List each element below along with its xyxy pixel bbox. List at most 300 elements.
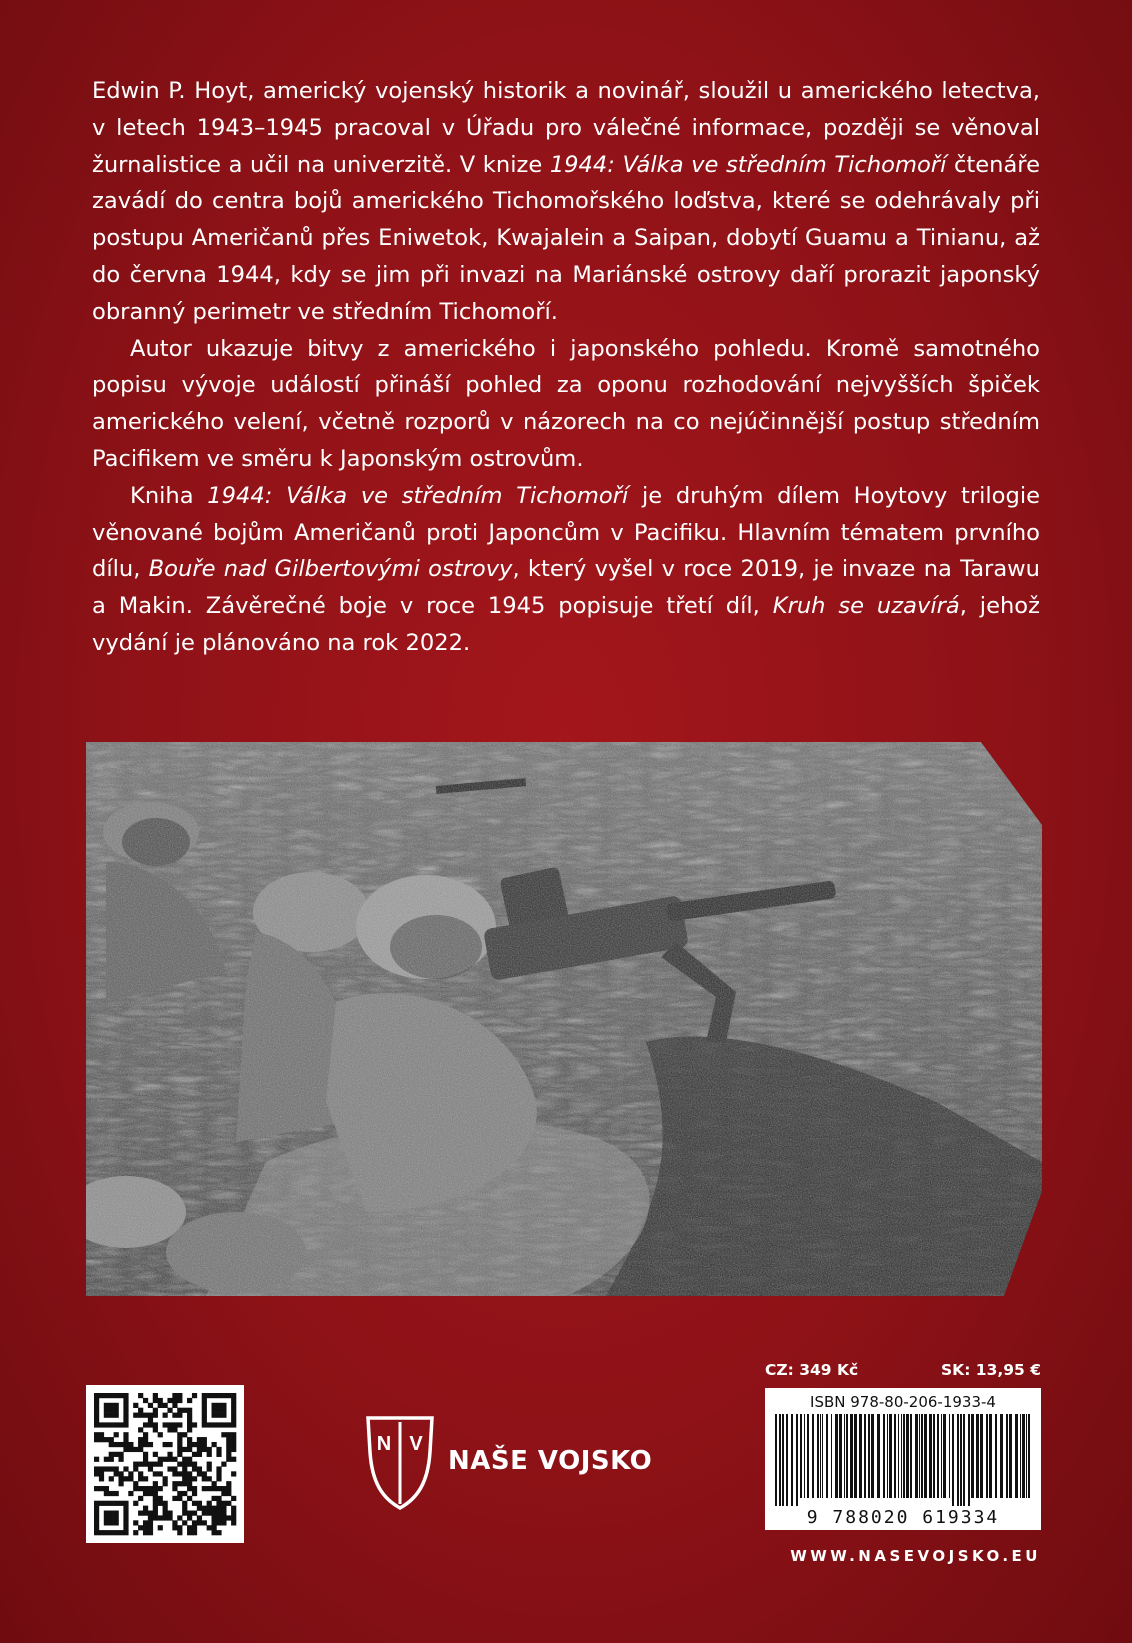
qr-module — [133, 1403, 138, 1408]
qr-module — [109, 1408, 114, 1413]
qr-module — [138, 1486, 143, 1491]
back-cover-blurb — [92, 73, 1040, 662]
qr-module — [182, 1408, 187, 1413]
qr-module — [226, 1437, 231, 1442]
qr-module — [99, 1466, 104, 1471]
qr-module — [104, 1520, 109, 1525]
qr-module — [133, 1481, 138, 1486]
qr-module — [216, 1515, 221, 1520]
qr-module — [192, 1452, 197, 1457]
qr-module — [172, 1427, 177, 1432]
qr-module — [158, 1515, 163, 1520]
qr-module — [153, 1471, 158, 1476]
barcode-bar — [820, 1414, 821, 1498]
qr-module — [212, 1486, 217, 1491]
barcode-bar — [1006, 1414, 1008, 1498]
qr-module — [153, 1452, 158, 1457]
qr-module — [187, 1427, 192, 1432]
qr-module — [109, 1501, 114, 1506]
qr-module — [182, 1520, 187, 1525]
qr-module — [143, 1413, 148, 1418]
qr-module — [138, 1442, 143, 1447]
qr-module — [182, 1462, 187, 1467]
qr-module — [221, 1462, 226, 1467]
qr-module — [202, 1476, 207, 1481]
qr-module — [202, 1417, 207, 1422]
qr-module — [212, 1481, 217, 1486]
barcode-bar — [943, 1414, 946, 1498]
qr-module — [148, 1520, 153, 1525]
qr-module — [138, 1511, 143, 1516]
blurb-paragraph-1 — [92, 73, 1040, 331]
qr-module — [202, 1471, 207, 1476]
qr-module — [187, 1515, 192, 1520]
qr-module — [212, 1506, 217, 1511]
qr-module — [231, 1515, 236, 1520]
qr-module — [177, 1491, 182, 1496]
publisher-emblem-icon — [360, 1412, 440, 1512]
qr-module — [114, 1393, 119, 1398]
qr-module — [158, 1398, 163, 1403]
qr-module — [202, 1511, 207, 1516]
qr-module — [133, 1447, 138, 1452]
barcode-bar — [775, 1414, 777, 1506]
qr-module — [172, 1471, 177, 1476]
qr-module — [226, 1486, 231, 1491]
barcode-bar — [952, 1414, 954, 1506]
qr-module — [167, 1466, 172, 1471]
barcode-bar — [826, 1414, 828, 1498]
qr-module — [202, 1393, 207, 1398]
qr-module — [216, 1452, 221, 1457]
qr-module — [118, 1501, 123, 1506]
qr-module — [187, 1437, 192, 1442]
qr-module — [99, 1437, 104, 1442]
qr-module — [177, 1496, 182, 1501]
qr-module — [123, 1417, 128, 1422]
qr-module — [94, 1437, 99, 1442]
barcode-bar — [924, 1414, 927, 1498]
qr-module — [163, 1506, 168, 1511]
qr-module — [216, 1393, 221, 1398]
qr-module — [94, 1422, 99, 1427]
qr-module — [182, 1432, 187, 1437]
qr-module — [99, 1471, 104, 1476]
qr-module — [118, 1530, 123, 1535]
barcode-bar — [910, 1414, 912, 1498]
qr-module — [133, 1501, 138, 1506]
qr-module — [143, 1462, 148, 1467]
qr-module — [133, 1462, 138, 1467]
qr-module — [187, 1476, 192, 1481]
qr-module — [187, 1413, 192, 1418]
qr-module — [163, 1511, 168, 1516]
barcode-bar — [960, 1414, 962, 1506]
qr-module — [197, 1442, 202, 1447]
qr-module — [143, 1442, 148, 1447]
blurb-text: čtenáře zavádí do centra bojů amerického Tichomořského loďstva, které se odehrávaly při postupu Američanů přes Eniwetok, Kwajalein a Saipan, dobytí Guamu a Tinianu, až do června 1944, kdy se jim při invazi na Mariánské ostrovy daří prorazit japonský obranný perimetr ve středním Tichomoří. — [92, 151, 1040, 325]
qr-module — [226, 1457, 231, 1462]
barcode-bar — [986, 1414, 988, 1498]
qr-module — [197, 1515, 202, 1520]
qr-module — [192, 1511, 197, 1516]
qr-module — [143, 1506, 148, 1511]
publisher-name: NAŠE VOJSKO — [448, 1446, 653, 1476]
qr-module — [226, 1447, 231, 1452]
barcode-bar — [933, 1414, 935, 1498]
qr-module — [123, 1511, 128, 1516]
qr-module — [123, 1466, 128, 1471]
qr-module — [148, 1462, 153, 1467]
qr-module — [128, 1476, 133, 1481]
qr-module — [109, 1457, 114, 1462]
qr-module — [212, 1525, 217, 1530]
barcode-digits: 9 788020 619334 — [806, 1507, 1000, 1528]
qr-module — [148, 1530, 153, 1535]
qr-module — [192, 1530, 197, 1535]
qr-module — [118, 1457, 123, 1462]
qr-module — [133, 1520, 138, 1525]
qr-module — [192, 1462, 197, 1467]
qr-module — [118, 1452, 123, 1457]
qr-module — [172, 1403, 177, 1408]
qr-module — [158, 1501, 163, 1506]
book-title: 1944: Válka ve středním Tichomoří — [207, 482, 629, 509]
qr-module — [148, 1511, 153, 1516]
qr-module — [143, 1437, 148, 1442]
qr-module — [163, 1481, 168, 1486]
blurb-text: Kniha — [130, 482, 208, 509]
publisher-logo — [360, 1412, 690, 1512]
qr-module — [182, 1491, 187, 1496]
qr-module — [187, 1530, 192, 1535]
qr-module — [202, 1422, 207, 1427]
qr-module — [138, 1525, 143, 1530]
qr-module — [177, 1422, 182, 1427]
qr-module — [182, 1511, 187, 1516]
qr-module — [94, 1457, 99, 1462]
qr-module — [123, 1403, 128, 1408]
qr-module — [163, 1422, 168, 1427]
qr-module — [94, 1408, 99, 1413]
qr-module — [109, 1413, 114, 1418]
qr-module — [143, 1422, 148, 1427]
barcode-bar — [844, 1414, 845, 1498]
qr-module — [231, 1398, 236, 1403]
barcode-bar — [812, 1414, 814, 1498]
qr-module — [99, 1530, 104, 1535]
qr-module — [114, 1511, 119, 1516]
qr-module — [153, 1393, 158, 1398]
barcode-bar — [786, 1414, 788, 1506]
qr-code[interactable] — [86, 1385, 244, 1543]
barcode-bar — [1015, 1414, 1018, 1498]
qr-module — [172, 1496, 177, 1501]
qr-module — [221, 1413, 226, 1418]
qr-module — [104, 1486, 109, 1491]
qr-module — [143, 1520, 148, 1525]
qr-module — [138, 1413, 143, 1418]
blurb-text: je druhým dílem Hoytovy trilogie věnované bojům Američanů proti Japoncům v Pacifiku. Hlavním tématem prvního dílu, — [92, 482, 1041, 583]
barcode-bar — [887, 1414, 888, 1498]
qr-module — [207, 1525, 212, 1530]
qr-module — [109, 1452, 114, 1457]
qr-module — [177, 1471, 182, 1476]
qr-module — [109, 1520, 114, 1525]
qr-module — [114, 1515, 119, 1520]
qr-module — [231, 1457, 236, 1462]
publisher-website-link[interactable]: WWW.NASEVOJSKO.EU — [790, 1547, 1041, 1565]
qr-module — [226, 1481, 231, 1486]
qr-module — [99, 1501, 104, 1506]
barcode-bar — [804, 1414, 805, 1498]
qr-module — [104, 1413, 109, 1418]
qr-module — [231, 1432, 236, 1437]
qr-module — [153, 1496, 158, 1501]
barcode-bar — [995, 1414, 997, 1498]
qr-module — [153, 1398, 158, 1403]
qr-module — [104, 1515, 109, 1520]
qr-module — [216, 1476, 221, 1481]
qr-module — [99, 1432, 104, 1437]
qr-module — [94, 1525, 99, 1530]
qr-module — [212, 1530, 217, 1535]
barcode-bar — [831, 1414, 832, 1498]
qr-module — [177, 1525, 182, 1530]
qr-module — [123, 1476, 128, 1481]
qr-module — [221, 1393, 226, 1398]
qr-module — [202, 1447, 207, 1452]
qr-module — [221, 1491, 226, 1496]
qr-module — [123, 1432, 128, 1437]
qr-module — [94, 1511, 99, 1516]
qr-module — [123, 1413, 128, 1418]
qr-module — [202, 1442, 207, 1447]
qr-module — [192, 1525, 197, 1530]
qr-module — [94, 1501, 99, 1506]
qr-module — [216, 1520, 221, 1525]
qr-module — [207, 1511, 212, 1516]
qr-module — [94, 1403, 99, 1408]
qr-module — [138, 1408, 143, 1413]
qr-module — [177, 1462, 182, 1467]
qr-module — [158, 1496, 163, 1501]
barcode-bar — [796, 1414, 798, 1506]
barcode-bar — [1022, 1414, 1025, 1498]
barcode-bar — [835, 1414, 838, 1498]
barcode-bar — [1020, 1414, 1021, 1498]
qr-module — [202, 1506, 207, 1511]
qr-module — [114, 1530, 119, 1535]
qr-module — [182, 1471, 187, 1476]
qr-module — [221, 1520, 226, 1525]
qr-module — [163, 1403, 168, 1408]
logo-letter-v: V — [409, 1433, 423, 1455]
qr-module — [231, 1496, 236, 1501]
qr-module — [197, 1437, 202, 1442]
qr-module — [128, 1442, 133, 1447]
qr-module — [192, 1486, 197, 1491]
qr-module — [216, 1466, 221, 1471]
qr-module — [167, 1427, 172, 1432]
qr-module — [172, 1525, 177, 1530]
qr-module — [177, 1398, 182, 1403]
qr-module — [231, 1393, 236, 1398]
qr-module — [118, 1481, 123, 1486]
qr-module — [221, 1511, 226, 1516]
qr-module — [94, 1393, 99, 1398]
qr-module — [163, 1442, 168, 1447]
qr-module — [187, 1481, 192, 1486]
qr-module — [138, 1393, 143, 1398]
barcode-bar — [957, 1414, 959, 1506]
qr-module — [216, 1501, 221, 1506]
qr-module — [202, 1486, 207, 1491]
qr-module — [153, 1486, 158, 1491]
qr-module — [109, 1515, 114, 1520]
qr-module — [221, 1403, 226, 1408]
qr-module — [216, 1530, 221, 1535]
qr-module — [138, 1476, 143, 1481]
barcode-bar — [989, 1414, 992, 1498]
qr-module — [114, 1491, 119, 1496]
qr-module — [231, 1403, 236, 1408]
barcode-bar — [807, 1414, 809, 1498]
qr-module — [114, 1408, 119, 1413]
qr-module — [163, 1457, 168, 1462]
qr-module — [153, 1413, 158, 1418]
qr-module — [99, 1422, 104, 1427]
qr-module — [202, 1520, 207, 1525]
qr-module — [216, 1471, 221, 1476]
qr-module — [192, 1466, 197, 1471]
barcode-bar — [901, 1414, 902, 1498]
qr-module — [158, 1525, 163, 1530]
qr-module — [187, 1417, 192, 1422]
qr-module — [109, 1476, 114, 1481]
qr-module — [216, 1422, 221, 1427]
qr-module — [167, 1442, 172, 1447]
qr-module — [94, 1530, 99, 1535]
book-title: Kruh se uzavírá — [772, 593, 960, 620]
barcode-bar — [937, 1414, 939, 1498]
qr-module — [226, 1452, 231, 1457]
qr-module — [172, 1481, 177, 1486]
qr-module — [143, 1398, 148, 1403]
qr-module — [177, 1530, 182, 1535]
blurb-text: Edwin P. Hoyt, americký vojenský historik a novinář, sloužil u amerického letectva, v letech 1943–1945 pracoval v Úřadu pro válečné informace, později se věnoval žurnalistice a učil na univerzitě. V knize — [92, 78, 1040, 178]
qr-module — [182, 1457, 187, 1462]
qr-module — [226, 1515, 231, 1520]
qr-module — [212, 1403, 217, 1408]
qr-module — [148, 1442, 153, 1447]
qr-module — [187, 1486, 192, 1491]
qr-module — [109, 1403, 114, 1408]
qr-module — [212, 1515, 217, 1520]
qr-module — [94, 1486, 99, 1491]
qr-module — [212, 1520, 217, 1525]
qr-module — [114, 1471, 119, 1476]
qr-module — [177, 1447, 182, 1452]
qr-module — [221, 1486, 226, 1491]
qr-module — [123, 1393, 128, 1398]
qr-module — [172, 1393, 177, 1398]
qr-module — [94, 1506, 99, 1511]
qr-module — [104, 1408, 109, 1413]
barcode-bar — [1028, 1414, 1030, 1498]
qr-module — [202, 1408, 207, 1413]
qr-module — [177, 1515, 182, 1520]
qr-module — [207, 1466, 212, 1471]
qr-module — [221, 1432, 226, 1437]
barcode-bar — [1026, 1414, 1027, 1498]
qr-module — [118, 1442, 123, 1447]
qr-module — [123, 1530, 128, 1535]
qr-module — [94, 1432, 99, 1437]
qr-module — [148, 1525, 153, 1530]
qr-module — [133, 1486, 138, 1491]
qr-module — [99, 1393, 104, 1398]
qr-module — [167, 1515, 172, 1520]
qr-module — [163, 1413, 168, 1418]
qr-module — [123, 1442, 128, 1447]
qr-module — [167, 1452, 172, 1457]
barcode-bar — [800, 1414, 802, 1498]
qr-module — [182, 1466, 187, 1471]
barcode-bar — [791, 1414, 793, 1506]
barcode-bar — [971, 1414, 974, 1498]
qr-module — [153, 1462, 158, 1467]
qr-module — [212, 1496, 217, 1501]
qr-module — [94, 1515, 99, 1520]
barcode-bar — [903, 1414, 905, 1498]
qr-module — [231, 1511, 236, 1516]
qr-module — [216, 1486, 221, 1491]
qr-module — [128, 1447, 133, 1452]
qr-module — [231, 1437, 236, 1442]
barcode-bar — [854, 1414, 857, 1498]
qr-module — [216, 1511, 221, 1516]
qr-module — [187, 1511, 192, 1516]
qr-module — [231, 1471, 236, 1476]
qr-module — [177, 1393, 182, 1398]
blurb-text: , jehož vydání je plánováno na rok 2022. — [92, 593, 1040, 656]
barcode-bar — [846, 1414, 848, 1498]
qr-module — [172, 1486, 177, 1491]
qr-module — [123, 1501, 128, 1506]
qr-module — [192, 1422, 197, 1427]
barcode-bar — [976, 1414, 979, 1498]
barcode-bar — [963, 1414, 965, 1506]
blurb-paragraph-2: Autor ukazuje bitvy z amerického i japonského pohledu. Kromě samotného popisu vývoje událostí přináší pohled za oponu rozhodování nejvyšších špiček amerického velení, včetně rozporů v názorech na co nejúčinnější postup středním Pacifikem ve směru k Japonským ostrovům. — [92, 335, 1040, 472]
qr-module — [114, 1442, 119, 1447]
qr-module — [104, 1393, 109, 1398]
qr-module — [202, 1437, 207, 1442]
qr-module — [114, 1501, 119, 1506]
qr-module — [118, 1471, 123, 1476]
qr-module — [226, 1393, 231, 1398]
qr-module — [182, 1501, 187, 1506]
barcode-bar — [864, 1414, 866, 1498]
qr-module — [212, 1442, 217, 1447]
qr-module — [148, 1422, 153, 1427]
qr-module — [123, 1515, 128, 1520]
qr-module — [221, 1501, 226, 1506]
qr-module — [172, 1413, 177, 1418]
qr-module — [187, 1447, 192, 1452]
qr-module — [187, 1462, 192, 1467]
qr-module — [109, 1442, 114, 1447]
